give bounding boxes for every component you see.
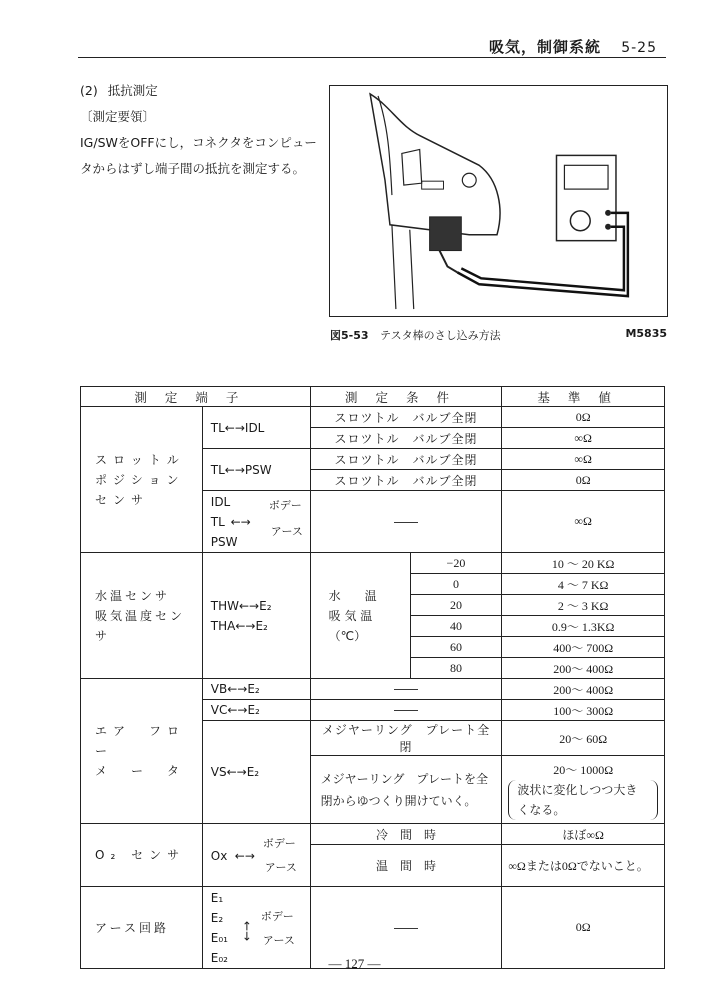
condition-cell: メジヤーリング プレート全閉 [310,721,502,756]
temp-cell: 40 [410,616,502,637]
resistance-section [80,78,320,182]
double-arrow-icon: ←→ [230,514,251,529]
value-cell: ∞Ω [502,428,665,449]
figure-number: 図5-53 [330,329,369,342]
temp-cell: 20 [410,595,502,616]
chapter-title: 吸気，制御系統 [488,38,601,56]
condition-cell: ―― [310,700,502,721]
terminal-tha: THA←→E₂ [210,618,268,633]
value-cell: 200～ 400Ω [502,658,665,679]
condition-cell: スロツトル バルブ全閉 [310,428,502,449]
table-row [81,824,665,845]
section-subtitle: 〔測定要領〕 [80,109,156,124]
condition-cell: ―― [310,491,502,553]
terminal-e2: E₂ [210,910,224,925]
o2-sensor-cell: O₂ センサ [81,824,203,887]
section-title: 抵抗測定 [107,83,158,98]
value-cell: 100～ 300Ω [502,700,665,721]
resistance-spec-table [80,386,665,969]
condition-cell: ―― [310,679,502,700]
tester-jack-1 [605,210,611,216]
temp-sensor-cell [81,553,203,679]
condition-cell: スロツトル バルブ全閉 [310,449,502,470]
condition-cell: スロツトル バルブ全閉 [310,470,502,491]
section-heading [80,78,320,104]
temp-terminals [202,553,310,679]
value-cell: 400～ 700Ω [502,637,665,658]
value-cell: 20～ 60Ω [502,721,665,756]
dash-vent [402,149,422,185]
temp-sensor-line-1: 水温センサ [95,588,171,603]
value-cell: ほぼ∞Ω [502,824,665,845]
header-rule [78,57,666,58]
earth-label: アース [262,933,295,947]
cond-water-temp: 水 温 [328,588,377,603]
condition-cell: ―― [310,887,502,969]
terminal-body-earth [202,491,310,553]
header-condition: 測定条件 [310,387,502,407]
terminal-thw: THW←→E₂ [210,598,272,613]
terminal-tl-idl: TL←→IDL [202,407,310,449]
terminal-e1: E₁ [210,890,224,905]
temp-cell: 60 [410,637,502,658]
throttle-sensor-line-3: センサ [95,492,150,507]
header-standard: 基準値 [502,387,665,407]
earth-term-idl: IDL [210,494,231,509]
terminal-e01: E₀₁ [210,930,228,945]
body-label: ボデー [260,909,294,923]
value-cell: 200～ 400Ω [502,679,665,700]
condition-cell: メジヤーリング プレートを全閉からゆつくり開けていく。 [310,756,502,824]
value-cell: 2 ～ 3 KΩ [502,595,665,616]
ox-term: Ox [210,849,228,863]
value-cell: 4 ～ 7 KΩ [502,574,665,595]
temp-cell: 0 [410,574,502,595]
airflow-note: 波状に変化しつつ大きくなる。 [508,780,658,820]
body-label: ボデー [262,837,296,850]
earth-term-tl: TL [210,514,225,529]
terminal-ox [202,824,310,887]
double-arrow-icon: ←→ [239,920,254,941]
terminal-vc: VC←→E₂ [202,700,310,721]
terminal-vs: VS←→E₂ [202,721,310,824]
temp-sensor-line-2: 吸気温度センサ [95,608,186,643]
earth-circuit-cell: アース回路 [81,887,203,969]
cond-intake-temp: 吸 気 温 [328,608,373,623]
value-cell [502,756,665,824]
table-row [81,679,665,700]
figure-code: M5835 [625,327,667,340]
temp-condition-label [310,553,410,679]
value-cell: 0Ω [502,407,665,428]
connector-harness [440,251,458,273]
airflow-line-2: メ ー タ [95,764,186,778]
throttle-sensor-cell [81,407,203,553]
airflow-range: 20～ 1000Ω [553,762,614,777]
body-label: ボデー [268,498,302,512]
earth-term-psw: PSW [210,534,238,549]
value-cell: 10 ～ 20 KΩ [502,553,665,574]
figure-caption [330,327,501,343]
computer-unit [430,217,462,251]
tester-dial [570,211,590,231]
header-title [489,36,657,57]
table-row [81,407,665,428]
value-cell: 0Ω [502,470,665,491]
table-row [81,553,665,574]
value-cell: ∞Ωまたは0Ωでないこと。 [502,845,665,887]
cond-unit: （℃） [328,628,367,643]
terminal-e02: E₀₂ [210,950,228,965]
airflow-line-1: エア フロー [95,724,186,758]
tester-jack-2 [605,224,611,230]
console-lines [392,225,414,309]
condition-cell: 冷 間 時 [310,824,502,845]
dash-slot [422,181,444,189]
value-cell: 0.9～ 1.3KΩ [502,616,665,637]
page-number: ― 127 ― [328,956,381,971]
dash-knob [462,173,476,187]
airflow-sensor-cell [81,679,203,824]
tester-display [564,165,608,189]
earth-label: アース [264,861,297,874]
double-arrow-icon: ←→ [234,849,255,863]
header-terminal: 測定端子 [81,387,311,407]
earth-label: アース [270,524,303,538]
temp-cell: 80 [410,658,502,679]
value-cell: 0Ω [502,887,665,969]
figure-caption-text: テスタ棒のさし込み方法 [380,329,501,342]
section-body: IG/SWをOFFにし，コネクタをコンピュータからはずし端子間の抵抗を測定する。 [80,135,317,176]
section-number: (2) [80,83,98,98]
terminal-tl-psw: TL←→PSW [202,449,310,491]
condition-cell: スロツトル バルブ全閉 [310,407,502,428]
terminal-vb: VB←→E₂ [202,679,310,700]
table-header-row [81,387,665,407]
probe-wire-2 [461,227,624,290]
value-cell: ∞Ω [502,449,665,470]
throttle-sensor-line-1: スロットル [95,452,185,467]
throttle-sensor-line-2: ポジション [95,472,185,487]
condition-cell: 温 間 時 [310,845,502,887]
tester-figure [329,85,668,317]
tester-illustration [330,86,667,316]
temp-cell: −20 [410,553,502,574]
value-cell: ∞Ω [502,491,665,553]
page-ref: 5-25 [621,40,657,56]
